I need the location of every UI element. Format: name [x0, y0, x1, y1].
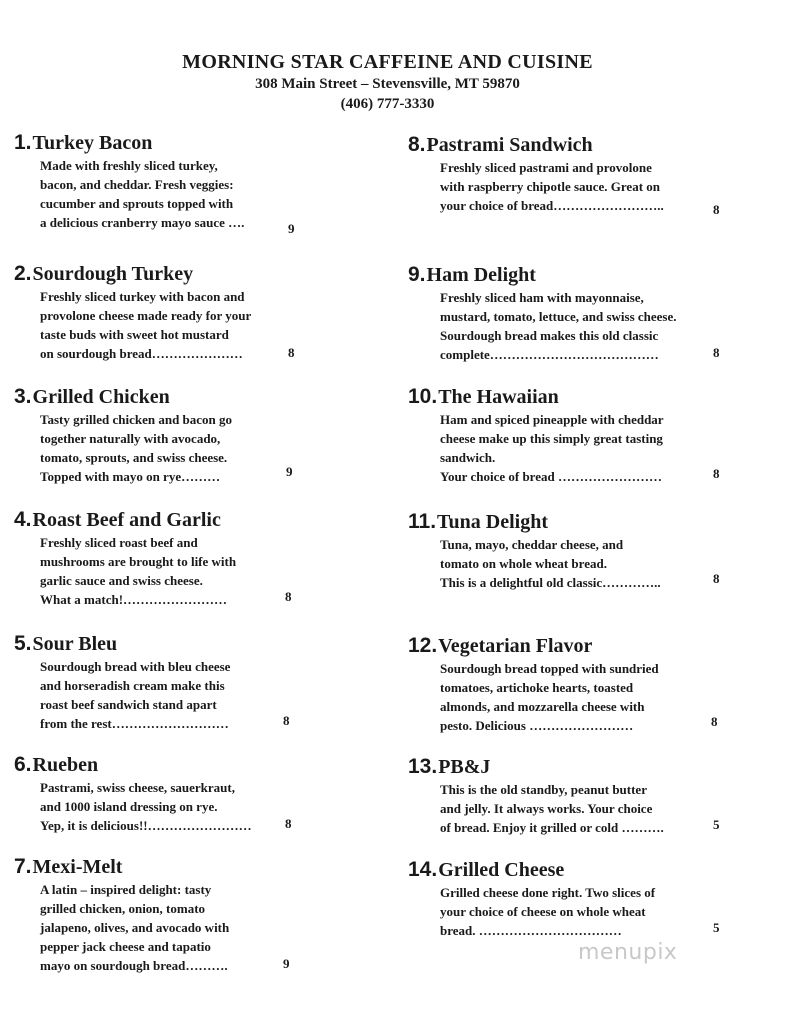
menu-item-9 — [408, 262, 728, 364]
menupix-watermark: menupix — [578, 940, 678, 965]
item-price: 8 — [285, 589, 292, 604]
menu-item-10 — [408, 384, 728, 486]
item-description: Freshly sliced ham with mayonnaise, mustard, tomato, lettuce, and swiss cheese. Sourdough bread makes this old classic complete………………………………… — [440, 290, 677, 362]
item-number: 2. — [14, 262, 32, 285]
item-name: Tuna Delight — [437, 511, 549, 533]
item-name: Sourdough Turkey — [32, 263, 194, 285]
item-description: Pastrami, swiss cheese, sauerkraut, and 1000 island dressing on rye. Yep, it is delicious!!…………………… — [40, 780, 252, 833]
item-name: Ham Delight — [426, 264, 536, 286]
item-number: 13. — [408, 755, 438, 778]
item-price: 5 — [713, 817, 720, 832]
menu-header — [0, 50, 775, 114]
item-name: PB&J — [438, 756, 491, 778]
menu-item-8 — [408, 132, 728, 215]
item-description: Tuna, mayo, cheddar cheese, and tomato on whole wheat bread. This is a delightful old classic………….. — [440, 537, 661, 590]
menu-item-4 — [14, 507, 304, 609]
menu-item-7 — [14, 854, 304, 975]
restaurant-name: MORNING STAR CAFFEINE AND CUISINE — [182, 51, 593, 73]
item-number: 14. — [408, 858, 438, 881]
menu-item-5 — [14, 631, 304, 733]
item-description: Freshly sliced roast beef and mushrooms are brought to life with garlic sauce and swiss cheese. What a match!…………………… — [40, 535, 237, 607]
menu-item-1 — [14, 130, 304, 236]
item-description: A latin – inspired delight: tasty grilled chicken, onion, tomato jalapeno, olives, and avocado with pepper jack cheese and tapatio mayo on sourdough bread………. — [40, 882, 230, 973]
item-description: Made with freshly sliced turkey, bacon, and cheddar. Fresh veggies: cucumber and sprouts topped with a delicious cranberry mayo sauce …. — [40, 158, 245, 230]
item-price: 8 — [285, 816, 292, 831]
menu-item-3 — [14, 384, 304, 486]
item-price: 8 — [713, 571, 720, 586]
item-price: 9 — [286, 464, 293, 479]
menu-item-2 — [14, 261, 304, 363]
item-number: 8. — [408, 133, 426, 156]
item-name: Pastrami Sandwich — [426, 134, 593, 156]
item-price: 5 — [713, 920, 720, 935]
restaurant-phone: (406) 777-3330 — [340, 96, 435, 112]
item-price: 9 — [288, 221, 295, 236]
item-name: The Hawaiian — [438, 386, 559, 408]
item-number: 3. — [14, 385, 32, 408]
item-price: 9 — [283, 956, 290, 971]
item-name: Rueben — [32, 754, 99, 776]
item-name: Mexi-Melt — [32, 856, 123, 878]
item-price: 8 — [713, 202, 720, 217]
item-number: 11. — [408, 510, 437, 533]
restaurant-address: 308 Main Street – Stevensville, MT 59870 — [255, 76, 520, 92]
item-price: 8 — [713, 345, 720, 360]
item-number: 10. — [408, 385, 438, 408]
item-number: 6. — [14, 753, 32, 776]
item-name: Sour Bleu — [32, 633, 118, 655]
item-description: Ham and spiced pineapple with cheddar cheese make up this simply great tasting sandwich. Your choice of bread …………………… — [440, 412, 664, 484]
item-description: This is the old standby, peanut butter and jelly. It always works. Your choice of bread. Enjoy it grilled or cold ………. — [440, 782, 664, 835]
item-description: Freshly sliced pastrami and provolone with raspberry chipotle sauce. Great on your choice of bread…………………….. — [440, 160, 664, 213]
item-number: 9. — [408, 263, 426, 286]
item-description: Grilled cheese done right. Two slices of your choice of cheese on whole wheat bread. …………………………… — [440, 885, 656, 938]
menu-item-11 — [408, 509, 728, 592]
item-number: 5. — [14, 632, 32, 655]
item-description: Freshly sliced turkey with bacon and provolone cheese made ready for your taste buds with sweet hot mustard on sourdough bread………………… — [40, 289, 252, 361]
item-price: 8 — [283, 713, 290, 728]
item-price: 8 — [288, 345, 295, 360]
menu-item-13 — [408, 754, 728, 837]
item-description: Sourdough bread topped with sundried tomatoes, artichoke hearts, toasted almonds, and mozzarella cheese with pesto. Delicious …………………… — [440, 661, 659, 733]
menu-item-14 — [408, 857, 728, 940]
item-name: Roast Beef and Garlic — [32, 509, 221, 531]
menu-item-6 — [14, 752, 304, 835]
item-name: Turkey Bacon — [32, 132, 153, 154]
item-name: Vegetarian Flavor — [438, 635, 593, 657]
item-description: Sourdough bread with bleu cheese and horseradish cream make this roast beef sandwich stand apart from the rest……………………… — [40, 659, 231, 731]
item-price: 8 — [711, 714, 718, 729]
item-name: Grilled Cheese — [438, 859, 565, 881]
item-number: 12. — [408, 634, 438, 657]
item-name: Grilled Chicken — [32, 386, 170, 408]
item-description: Tasty grilled chicken and bacon go together naturally with avocado, tomato, sprouts, and swiss cheese. Topped with mayo on rye……… — [40, 412, 233, 484]
item-number: 4. — [14, 508, 32, 531]
item-price: 8 — [713, 466, 720, 481]
item-number: 1. — [14, 131, 32, 154]
menu-item-12 — [408, 633, 728, 735]
item-number: 7. — [14, 855, 32, 878]
